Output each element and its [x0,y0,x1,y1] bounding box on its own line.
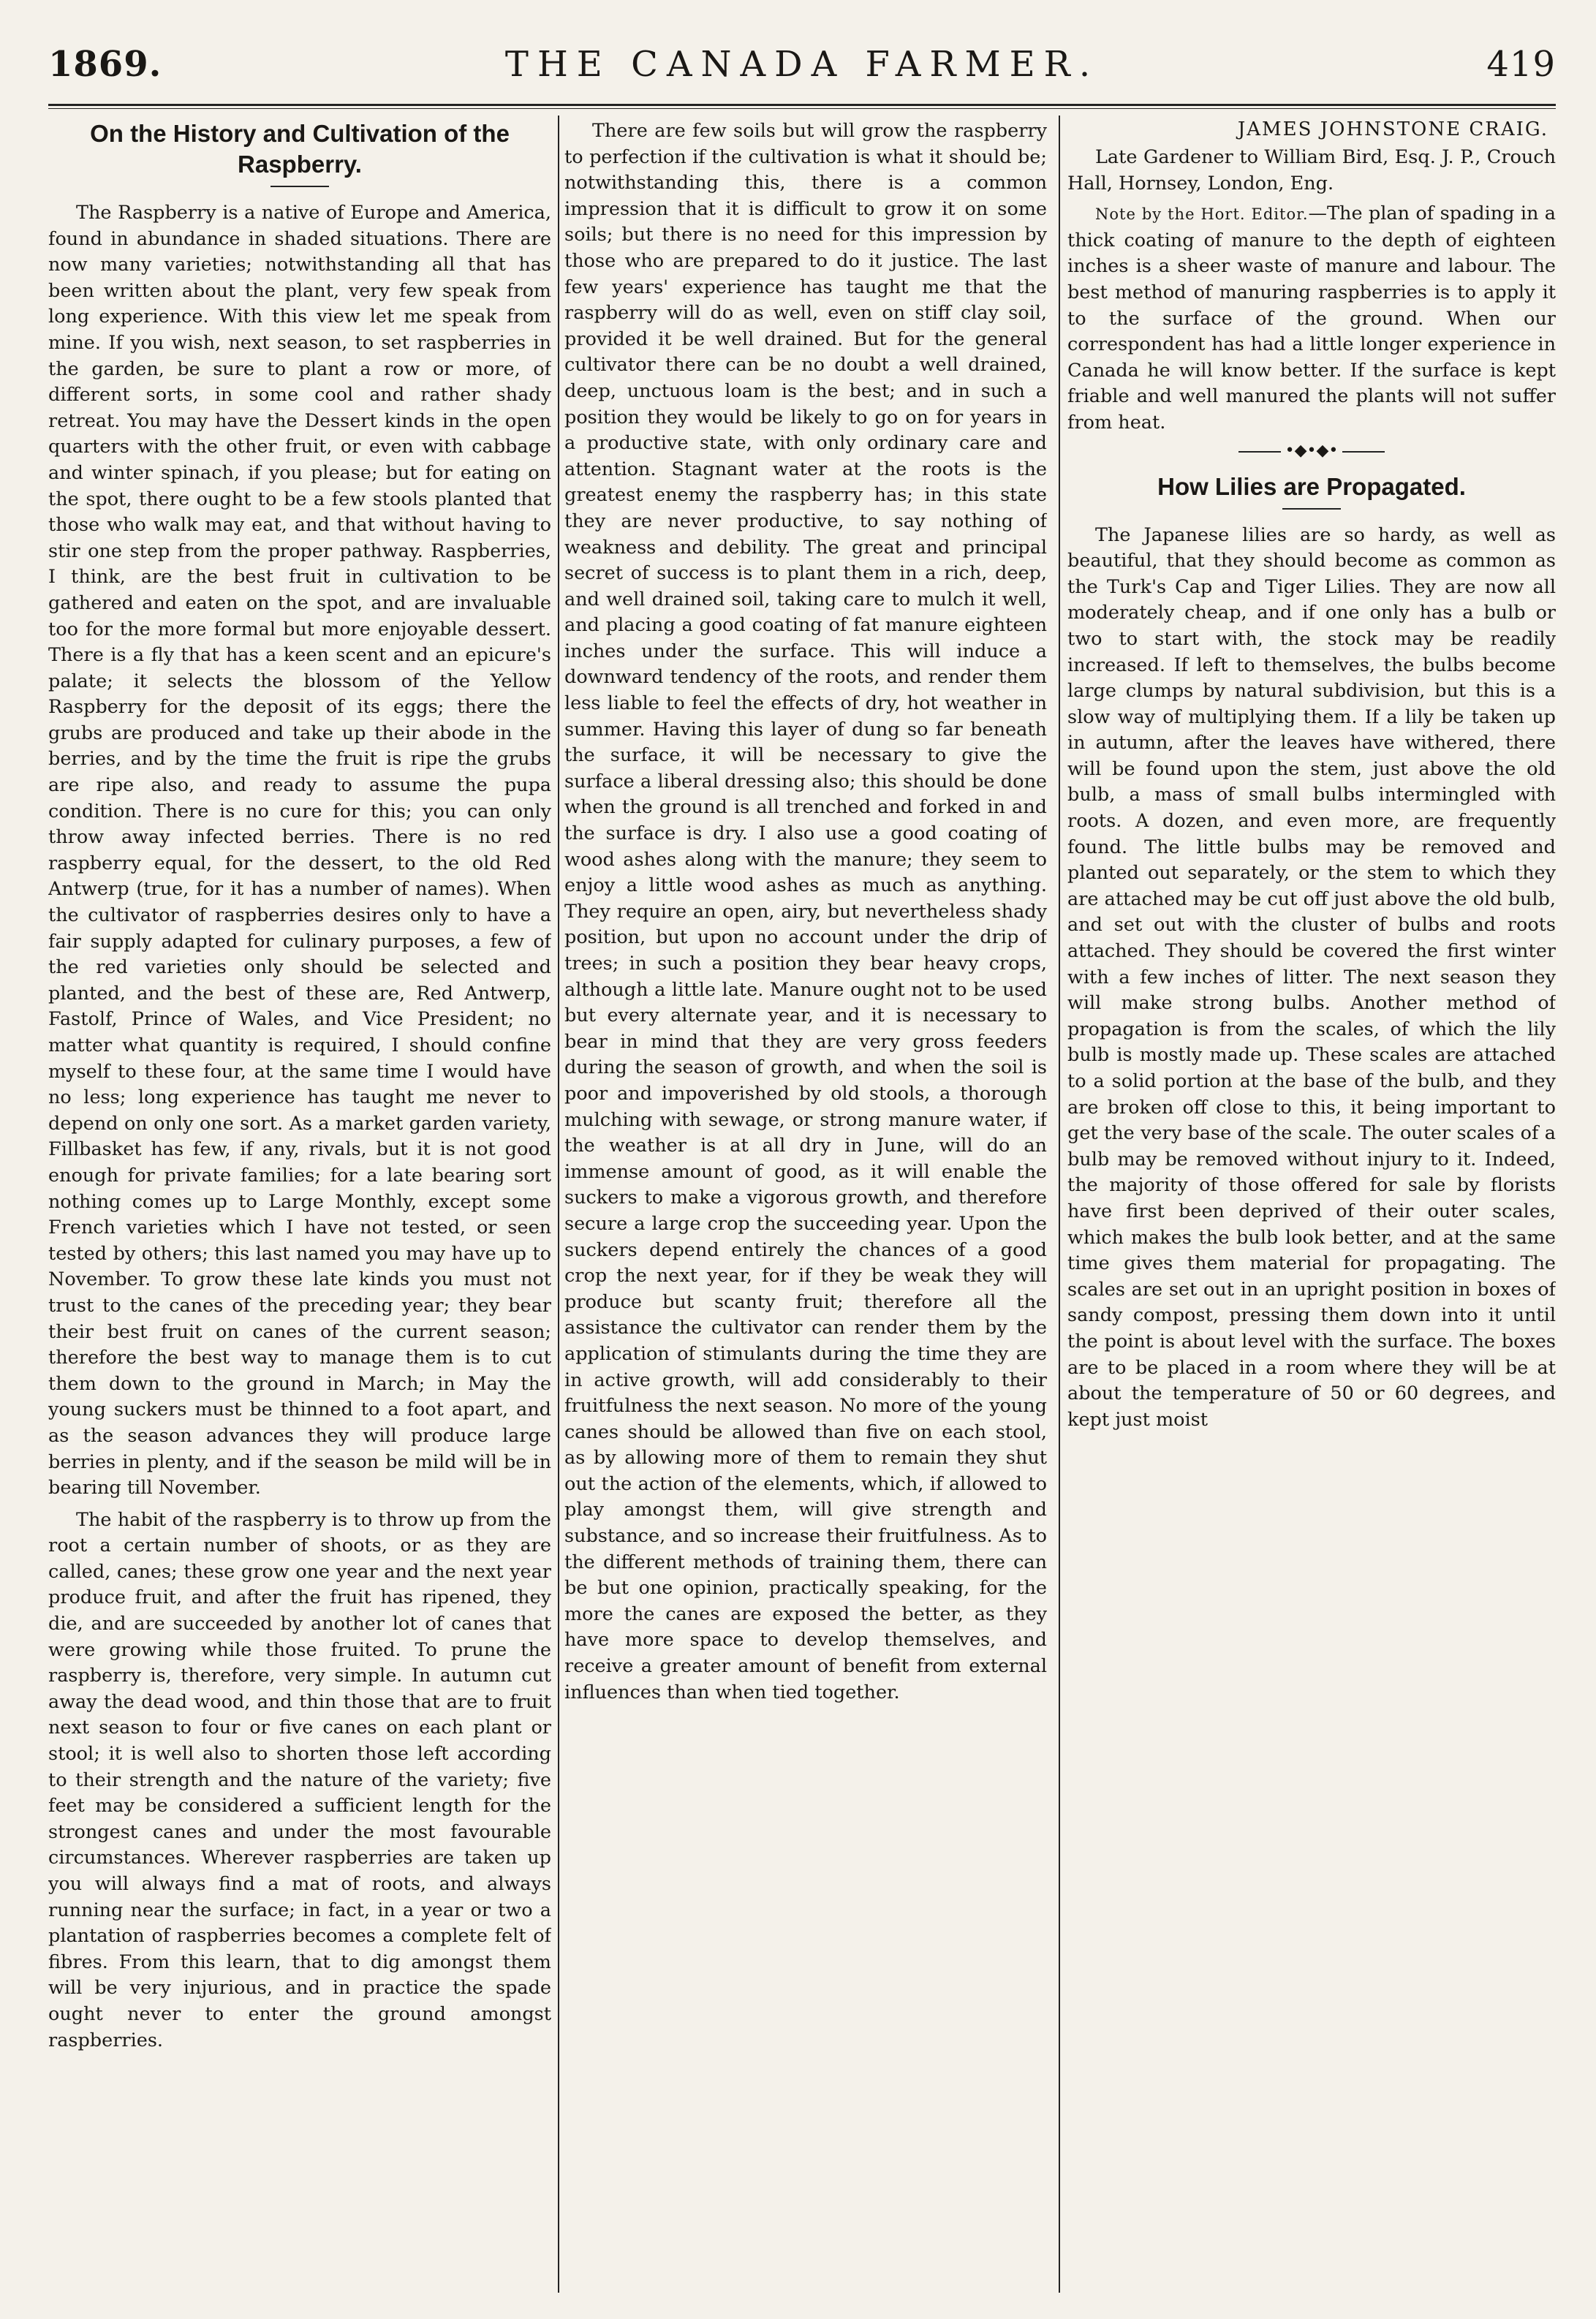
article-title-raspberry: On the History and Cultivation of the Raspberry. [90,120,510,178]
page-number: 419 [1486,44,1556,85]
column-3 [1067,116,1556,2293]
editor-note-label: Note by the Hort. Editor. [1095,205,1309,224]
masthead [48,26,1556,114]
masthead-rule [48,104,1556,109]
raspberry-paragraph-1: The Raspberry is a native of Europe and America, found in abundance in shaded situations. There are now many varieties; notwithstanding all that has been written about the plant, very few speak from long experience. With this view let me speak from mine. If you wish, next season, to set raspberries in the garden, be sure to plant a row or more, of different sorts, in some cool and rather shady retreat. You may have the Dessert kinds in the open quarters with the other fruit, or even with cabbage and winter spinach, if you please; but for eating on the spot, there ought to be a few stools planted that those who walk may eat, and that without having to stir one step from the proper pathway. Raspberries, I think, are the best fruit in cultivation to be gathered and eaten on the spot, and are invaluable too for the more formal but more enjoyable dessert. There is a fly that has a keen scent and an epicure's palate; it selects the blossom of the Yellow Raspberry for the deposit of its eggs; there the grubs are produced and take up their abode in the berries, and by the time the fruit is ripe the grubs are ripe also, and ready to assume the pupa condition. There is no cure for this; you can only throw away infected berries. There is no red raspberry equal, for the dessert, to the old Red Antwerp (true, for it has a number of names). When the cultivator of raspberries desires only to have a fair supply adapted for culinary purposes, a few of the red varieties only should be selected and planted, and the best of these are, Red Antwerp, Fastolf, Prince of Wales, and Vice President; no matter what quantity is required, I should confine myself to these four, at the same time I would have no less; long experience has taught me never to depend on only one sort. As a market garden variety, Fillbasket has few, if any, rivals, but it is not good enough for private families; for a late bearing sort nothing comes up to Large Monthly, except some French varieties which I have not tested, or seen tested by others; this last named you may have up to November. To grow these late kinds you must not trust to the canes of the preceding year; they bear their best fruit on canes of the current season; therefore the best way to manage them is to cut them down to the ground in March; in May the young suckers must be thinned to a foot apart, and as the season advances they will produce large berries in plenty, and if the season be mild will be in bearing till November. [48,202,551,1499]
author-name: JAMES JOHNSTONE CRAIG. [1237,118,1548,140]
column-2 [564,116,1047,2293]
article-title-lilies: How Lilies are Propagated. [1157,472,1466,500]
newspaper-page [48,26,1556,2293]
column-divider [558,116,559,2293]
divider-ornament: •◆•◆• [1281,442,1343,460]
lilies-paragraph-1: The Japanese lilies are so hardy, as well as beautiful, that they should become as common as the Turk's Cap and Tiger Lilies. They are now all moderately cheap, and if one only has a bulb or two to start with, the stock may be readily increased. If left to themselves, the bulbs become large clumps by natural subdivision, but this is a slow way of multiplying them. If a lily be taken up in autumn, after the leaves have withered, there will be found upon the stem, just above the old bulb, a mass of small bulbs intermingled with roots. A dozen, and even more, are frequently found. The little bulbs may be removed and planted out separately, or the stem to which they are attached may be cut off just above the old bulb, and set out with the cluster of bulbs and roots attached. They should be covered the first winter with a few inches of litter. The next season they will make strong bulbs. Another method of propagation is from the scales, of which the lily bulb is mostly made up. These scales are attached to a solid portion at the base of the bulb, and they are broken off close to this, it being important to get the very base of the scale. The outer scales of a bulb may be removed without injury to it. Indeed, the majority of those offered for sale by florists have first been deprived of their outer scales, which makes the bulb look better, and at the same time gives them material for propagating. The scales are set out in an upright position in boxes of sandy compost, pressing them down into it until the point is about level with the surface. The boxes are to be placed in a room where they will be at about the temperature of 50 or 60 degrees, and kept just moist [1067,523,1556,1431]
column-1-text [48,200,551,2054]
issue-year: 1869. [48,44,162,85]
column-divider [1059,116,1060,2293]
publication-title: THE CANADA FARMER. [504,44,1100,85]
article-columns [48,116,1556,2293]
editor-note [1067,201,1556,436]
title-rule [271,186,329,187]
column-1 [48,116,551,2293]
raspberry-paragraph-3: There are few soils but will grow the raspberry to perfection if the cultivation is what it should be; notwithstanding this, there is a common impression that it is difficult to grow it on some soils; but there is no need for this impression by those who are prepared to do it justice. The last few years' experience has taught me that the raspberry will do as well, even on stiff clay soil, provided it be well drained. But for the general cultivator there can be no doubt a well drained, deep, unctuous loam is the best; and in such a position they would be likely to go on for years in a productive state, with only ordinary care and attention. Stagnant water at the roots is the greatest enemy the raspberry has; in this state they are never productive, to say nothing of weakness and debility. The great and principal secret of success is to plant them in a rich, deep, and well drained soil, taking care to mulch it well, and placing a good coating of fat manure eighteen inches under the surface. This will induce a downward tendency of the roots, and render them less liable to feel the effects of dry, hot weather in summer. Having this layer of dung so far beneath the surface, it will be necessary to give the surface a liberal dressing also; this should be done when the ground is all trenched and forked in and the surface is dry. I also use a good coating of wood ashes along with the manure; they seem to enjoy a little wood ashes as much as anything. They require an open, airy, but nevertheless shady position, but upon no account under the drip of trees; in such a position they bear heavy crops, although a little late. Manure ought not to be used but every alternate year, and it is necessary to bear in mind that they are very gross feeders during the season of growth, and when the soil is poor and impoverished by old stools, a thorough mulching with sewage, or strong manure water, if the weather is at all dry in June, will do an immense amount of good, as it will enable the suckers to make a vigorous growth, and therefore secure a large crop the succeeding year. Upon the suckers depend entirely the chances of a good crop the next year, for if they be weak they will produce but scanty fruit; therefore all the assistance the cultivator can render them by the application of stimulants during the time they are in active growth, will add considerably to their fruitfulness the next season. No more of the young canes should be allowed than five on each stool, as by allowing more of them to remain they shut out the action of the elements, which, if allowed to play amongst them, will give strength and substance, and so increase their fruitfulness. As to the different methods of training them, there can be but one opinion, practically speaking, for the more the canes are exposed the better, as they have more space to develop themselves, and receive a greater amount of benefit from external influences than when tied together. [564,120,1047,1703]
title-rule [1282,508,1341,510]
raspberry-paragraph-2: The habit of the raspberry is to throw up from the root a certain number of shoots, or as they are called, canes; these grow one year and the next year produce fruit, and after the fruit has ripened, they die, and are succeeded by another lot of canes that were growing while those fruited. To prune the raspberry is, therefore, very simple. In autumn cut away the dead wood, and thin those that are to fruit next season to four or five canes on each plant or stool; it is well also to shorten those left according to their strength and the nature of the variety; five feet may be considered a sufficient length for the strongest canes and under the most favourable circumstances. Wherever raspberries are taken up you will always find a mat of roots, and always running near the surface; in fact, in a year or two a plantation of raspberries becomes a complete felt of fibres. From this learn, that to dig amongst them will be very injurious, and in practice the spade ought never to enter the ground amongst raspberries. [48,1508,551,2051]
section-divider [1238,441,1385,460]
author-credit: Late Gardener to William Bird, Esq. J. P., Crouch Hall, Hornsey, London, Eng. [1067,146,1556,194]
editor-note-text: —The plan of spading in a thick coating of manure to the depth of eighteen inches is a sheer waste of manure and labour. The best method of manuring raspberries is to apply it to the surface of the ground. When our correspondent has had a little longer experience in Canada he will know better. If the surface is kept friable and well manured the plants will not suffer from heat. [1067,203,1556,434]
